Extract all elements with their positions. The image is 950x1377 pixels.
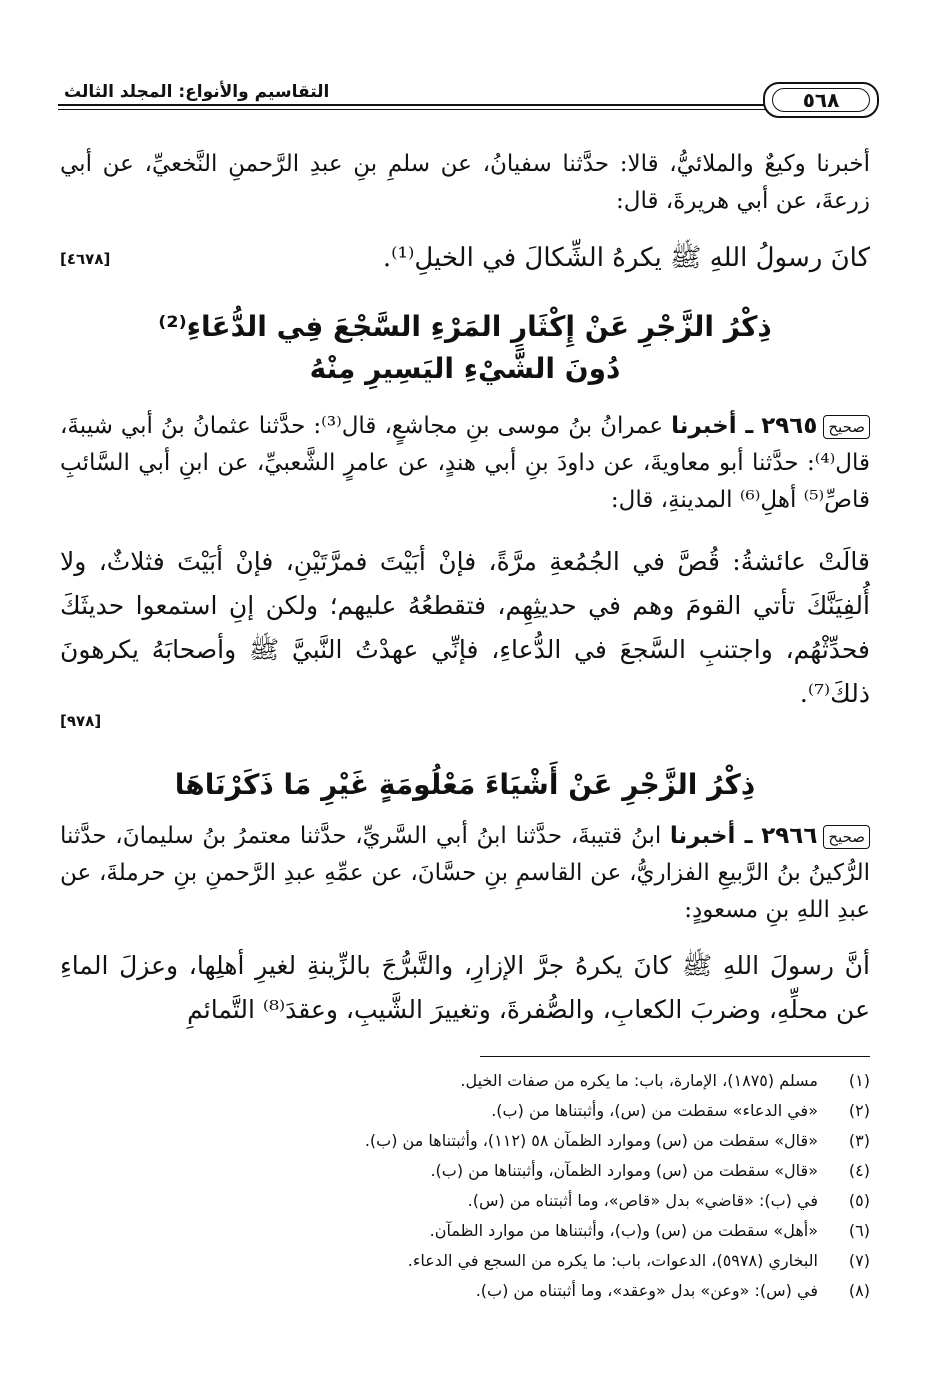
footnote-number: (٧): [848, 1251, 870, 1270]
footnote-text: البخاري (٥٩٧٨)، الدعوات، باب: ما يكره من السجع في الدعاء.: [407, 1251, 818, 1270]
footnote: [80, 1096, 870, 1126]
intro-isnad: أخبرنا وكيعٌ والملائيُّ، قالا: حدَّثنا سفيانُ، عن سلمِ بنِ عبدِ الرَّحمنِ النَّخعيِّ، عن أبي زرعةَ، عن أبي هريرةَ، قال:: [60, 151, 870, 214]
section-heading: [60, 306, 870, 390]
footnote-number: (٤): [848, 1161, 870, 1180]
footnote: [80, 1066, 870, 1096]
heading-line-1: ذِكْرُ الزَّجْرِ عَنْ إِكْثَارِ المَرْءِ السَّجْعَ فِي الدُّعَاءِ⁽²⁾: [158, 310, 772, 343]
page-header: [58, 78, 870, 122]
matn-2965: قالَتْ عائشةُ: قُصَّ في الجُمُعةِ مرَّةً، فإنْ أبَيْتَ فمرَّتَيْنِ، فإنْ أبَيْتَ فثلاثٌ، ولا أُلفِيَنَّكَ تأتي القومَ وهم في حديثِهِم، فتقطعُهُ عليهم؛ ولكن إنِ استمعوا حديثَكَ فحدِّثْهُم، واجتنبِ السَّجعَ في الدُّعاءِ، فإنِّي عهدْتُ النَّبيَّ ﷺ وأصحابَهُ يكرهونَ ذلكَ⁽⁷⁾.: [60, 547, 870, 708]
page-number: ٥٦٨: [772, 88, 870, 112]
hadith-ref: [٤٦٧٨]: [60, 250, 111, 268]
matn-text: كانَ رسولُ اللهِ ﷺ يكرهُ الشِّكالَ في الخيلِ⁽¹⁾.: [382, 243, 870, 273]
akhbarana-label: ـ أخبرنا: [669, 823, 753, 849]
footnote-number: (٣): [848, 1131, 870, 1150]
heading-line-2: دُونَ الشَّيْءِ اليَسِيرِ مِنْهُ: [309, 352, 621, 385]
footnote-number: (٥): [848, 1191, 870, 1210]
footnote-number: (١): [848, 1071, 870, 1090]
running-title: التقاسيم والأنواع: المجلد الثالث: [58, 82, 335, 102]
footnote-rule: [480, 1056, 870, 1057]
footnote: [80, 1186, 870, 1216]
hadith-number: ٢٩٦٦: [761, 823, 818, 849]
footnote-number: (٢): [848, 1101, 870, 1120]
sahih-badge-icon: صحيح: [823, 825, 870, 849]
footnote: [80, 1156, 870, 1186]
isnad-text: عمرانُ بنُ موسى بنِ مجاشعٍ، قال⁽³⁾: حدَّثنا عثمانُ بنُ أبي شيبةَ، قال⁽⁴⁾: حدَّثنا أبو معاويةَ، عن داودَ بنِ أبي هندٍ، عن عامرٍ الشَّعبيِّ، عن ابنِ أبي السَّائبِ قاصِّ⁽⁵⁾ أهلِ⁽⁶⁾ المدينةِ، قال:: [60, 413, 870, 513]
isnad-2966: [60, 818, 870, 929]
footnote: [80, 1276, 870, 1306]
isnad-text: ابنُ قتيبةَ، حدَّثنا ابنُ أبي السَّريِّ، حدَّثنا معتمرُ بنُ سليمانَ، حدَّثنا الرُّكينُ بنُ الرَّبيعِ الفزاريُّ، عن القاسمِ بنِ حسَّانَ، عن عمِّهِ عبدِ الرَّحمنِ بنِ حرملةَ، عن عبدِ اللهِ بنِ مسعودٍ:: [60, 823, 870, 923]
section-heading: ذِكْرُ الزَّجْرِ عَنْ أَشْيَاءَ مَعْلُومَةٍ غَيْرِ مَا ذَكَرْنَاهَا: [174, 768, 756, 801]
footnote-text: «قال» سقطت من (س) وموارد الظمآن ٥٨ (١١٢)، وأثبتناها من (ب).: [364, 1131, 818, 1150]
sahih-badge-icon: صحيح: [823, 415, 870, 439]
footnote-text: «أهل» سقطت من (س) و(ب)، وأثبتناها من موارد الظمآن.: [429, 1221, 818, 1240]
footnote-text: في (ب): «قاضي» بدل «قاص»، وما أثبتناه من (س).: [467, 1191, 818, 1210]
footnote-text: مسلم (١٨٧٥)، الإمارة، باب: ما يكره من صفات الخيل.: [460, 1071, 818, 1090]
footnote: [80, 1246, 870, 1276]
footnote-text: في (س): «وعن» بدل «وعقد»، وما أثبتناه من (ب).: [475, 1281, 818, 1300]
hadith-ref: [٩٧٨]: [60, 712, 102, 730]
footnote: [80, 1126, 870, 1156]
footnote: [80, 1216, 870, 1246]
footnotes: [80, 1066, 870, 1306]
footnote-text: «قال» سقطت من (س) وموارد الظمآن، وأثبتناها من (ب).: [430, 1161, 818, 1180]
hadith-number: ٢٩٦٥: [761, 413, 818, 439]
matn-2966: أنَّ رسولَ اللهِ ﷺ كانَ يكرهُ جرَّ الإزارِ، والتَّبرُّجَ بالزِّينةِ لغيرِ أهلِها، وعزلَ الماءِ عن محلِّهِ، وضربَ الكعابِ، والصُّفرةَ، وتغييرَ الشَّيبِ، وعقدَ⁽⁸⁾ التَّمائمِ: [60, 951, 870, 1024]
footnote-number: (٦): [848, 1221, 870, 1240]
isnad-2965: [60, 408, 870, 519]
matn-4678: [60, 238, 870, 278]
page-number-frame: [763, 82, 879, 118]
footnote-number: (٨): [848, 1281, 870, 1300]
footnote-text: «في الدعاء» سقطت من (س)، وأثبتناها من (ب).: [491, 1101, 818, 1120]
akhbarana-label: ـ أخبرنا: [671, 413, 754, 439]
header-rule: [58, 104, 870, 110]
